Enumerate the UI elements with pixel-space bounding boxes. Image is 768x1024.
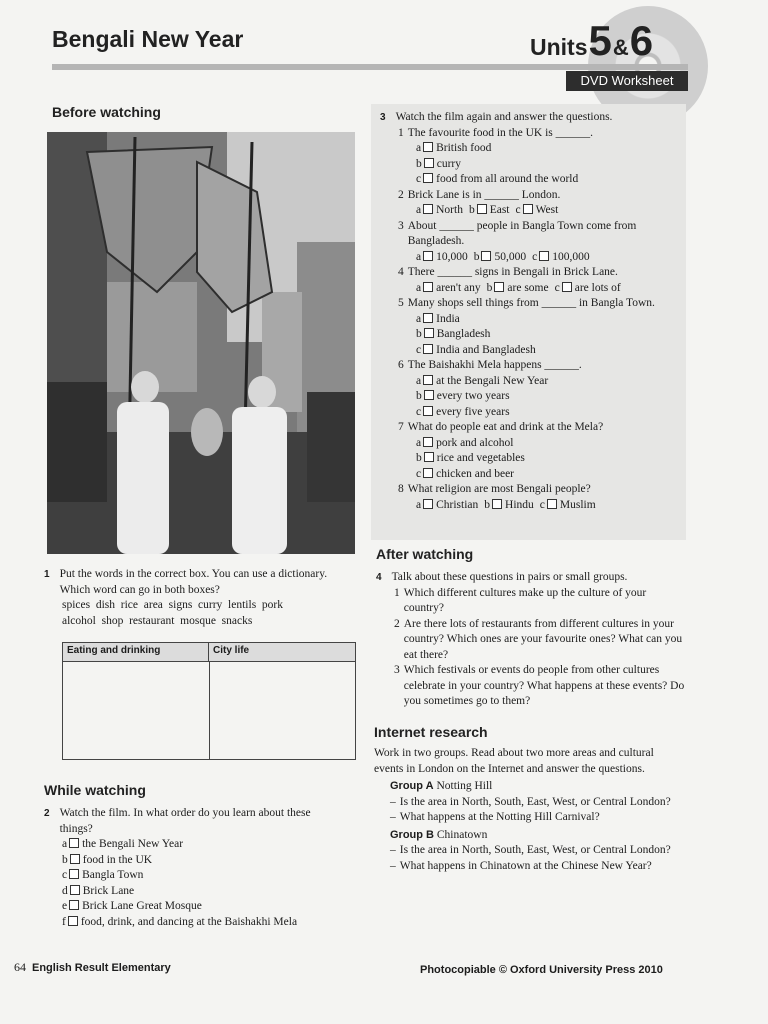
option-c-checkbox[interactable] bbox=[423, 468, 433, 478]
item-number: 7 bbox=[398, 421, 404, 433]
option-b-text: East bbox=[489, 204, 510, 216]
option-d-checkbox[interactable] bbox=[70, 885, 80, 895]
question-1-text: Put the words in the correct box. You can use a dictionary. Which word can go in both boxes? bbox=[59, 568, 328, 596]
item-option-row bbox=[398, 389, 680, 405]
option-c-text: Muslim bbox=[559, 498, 596, 511]
option-c bbox=[416, 344, 536, 356]
option-a-letter: a bbox=[416, 436, 422, 449]
option-a bbox=[416, 313, 460, 325]
sorting-table bbox=[62, 642, 356, 760]
option-c bbox=[62, 869, 143, 881]
item-number: 5 bbox=[398, 297, 404, 309]
page-number: 64 bbox=[14, 960, 26, 974]
item-option-row bbox=[398, 405, 680, 421]
units-word: Units bbox=[530, 34, 588, 60]
option-a-letter: a bbox=[62, 838, 68, 850]
item-text: What do people eat and drink at the Mela? bbox=[407, 421, 604, 433]
option-a-text: India bbox=[436, 312, 460, 325]
units-label bbox=[530, 17, 654, 64]
group-b-question-2: What happens in Chinatown at the Chinese New Year? bbox=[399, 859, 652, 872]
question-3-item bbox=[380, 296, 680, 358]
option-c-letter: c bbox=[539, 498, 545, 511]
table-header-city: City life bbox=[213, 645, 250, 656]
option-a bbox=[416, 499, 478, 511]
option-a-checkbox[interactable] bbox=[423, 282, 433, 292]
option-c-checkbox[interactable] bbox=[547, 499, 557, 509]
option-c-checkbox[interactable] bbox=[423, 344, 433, 354]
item-text: The favourite food in the UK is ______. bbox=[407, 126, 593, 139]
dvd-worksheet-label: DVD Worksheet bbox=[566, 71, 688, 91]
option-a-checkbox[interactable] bbox=[423, 499, 433, 509]
item-text: The Baishakhi Mela happens ______. bbox=[407, 359, 582, 371]
page-title: Bengali New Year bbox=[52, 26, 244, 52]
option-b-checkbox[interactable] bbox=[477, 204, 487, 214]
option-b-text: Bangladesh bbox=[436, 328, 491, 340]
option-c-checkbox[interactable] bbox=[69, 869, 79, 879]
question-4-number: 4 bbox=[376, 572, 382, 583]
question-2-option bbox=[44, 915, 344, 931]
before-watching-heading: Before watching bbox=[52, 104, 161, 120]
option-c-text: chicken and beer bbox=[436, 467, 515, 480]
option-a-checkbox[interactable] bbox=[423, 375, 433, 385]
option-c-letter: c bbox=[416, 467, 422, 480]
option-b-letter: b bbox=[416, 452, 422, 464]
word-bank-line-2: alcohol shop restaurant mosque snacks bbox=[62, 614, 253, 627]
item-option-row bbox=[398, 141, 680, 157]
while-watching-heading: While watching bbox=[44, 782, 146, 798]
festival-photo-drawing bbox=[47, 132, 355, 554]
item-number: 3 bbox=[398, 219, 404, 232]
question-3-item-question bbox=[398, 420, 680, 436]
question-4-item bbox=[376, 663, 686, 710]
option-c-checkbox[interactable] bbox=[523, 204, 533, 214]
option-b-checkbox[interactable] bbox=[70, 854, 80, 864]
item-number: 6 bbox=[398, 359, 404, 371]
option-b-text: food in the UK bbox=[82, 853, 153, 866]
question-3-item-question bbox=[398, 188, 680, 204]
item-number: 4 bbox=[398, 266, 404, 278]
question-3-item bbox=[380, 126, 680, 188]
option-b bbox=[416, 452, 525, 464]
option-b-text: 50,000 bbox=[494, 250, 527, 263]
option-c-text: 100,000 bbox=[552, 250, 590, 263]
option-e bbox=[62, 900, 202, 912]
footer-left bbox=[14, 960, 171, 975]
item-text: About ______ people in Bangla Town come from Bangladesh. bbox=[407, 219, 637, 247]
option-a bbox=[62, 838, 183, 850]
option-f-text: food, drink, and dancing at the Baishakhi Mela bbox=[80, 915, 298, 928]
item-option-row bbox=[398, 467, 680, 483]
item-text: Which different cultures make up the culture of your country? bbox=[403, 586, 647, 614]
question-4-item bbox=[376, 586, 686, 617]
option-c bbox=[416, 468, 514, 480]
question-3-item-question bbox=[398, 219, 680, 250]
option-d-text: Brick Lane bbox=[82, 884, 135, 897]
option-b-text: curry bbox=[436, 157, 462, 170]
option-a-letter: a bbox=[416, 142, 422, 154]
option-a bbox=[416, 204, 463, 216]
group-a-place: Notting Hill bbox=[436, 780, 493, 792]
question-3-item bbox=[380, 482, 680, 513]
question-3-item-question bbox=[398, 296, 680, 312]
festival-photo bbox=[47, 132, 355, 554]
question-4 bbox=[376, 570, 686, 710]
option-a bbox=[416, 282, 481, 294]
option-c-checkbox[interactable] bbox=[423, 406, 433, 416]
question-4-items bbox=[376, 586, 686, 710]
option-b-checkbox[interactable] bbox=[424, 452, 434, 462]
option-c bbox=[516, 204, 559, 216]
item-option-row bbox=[398, 374, 680, 390]
question-3-item-question bbox=[398, 358, 680, 374]
option-b-checkbox[interactable] bbox=[424, 390, 434, 400]
question-3 bbox=[380, 110, 680, 513]
group-b-question-1: Is the area in North, South, East, West, or Central London? bbox=[399, 844, 671, 856]
word-bank-line-1: spices dish rice area signs curry lentils pork bbox=[62, 599, 283, 611]
option-c-checkbox[interactable] bbox=[562, 282, 572, 292]
table-header-eating: Eating and drinking bbox=[63, 643, 209, 661]
group-a-question-1: Is the area in North, South, East, West, or Central London? bbox=[399, 795, 671, 808]
option-c bbox=[416, 406, 510, 418]
option-b-checkbox[interactable] bbox=[424, 328, 434, 338]
option-a-checkbox[interactable] bbox=[423, 437, 433, 447]
option-c-letter: c bbox=[554, 281, 560, 294]
option-a bbox=[416, 251, 468, 263]
option-c bbox=[416, 173, 578, 185]
option-b-text: rice and vegetables bbox=[436, 452, 525, 464]
option-a-checkbox[interactable] bbox=[423, 251, 433, 261]
header-band bbox=[52, 64, 688, 70]
question-3-item-question bbox=[398, 126, 680, 142]
item-number: 2 bbox=[398, 188, 404, 201]
item-option-row bbox=[398, 327, 680, 343]
option-f bbox=[62, 916, 297, 928]
group-b-place: Chinatown bbox=[436, 828, 488, 841]
option-b-text: are some bbox=[507, 281, 549, 294]
option-a-letter: a bbox=[416, 498, 422, 511]
option-a bbox=[416, 142, 491, 154]
option-b-letter: b bbox=[486, 281, 493, 294]
option-b bbox=[416, 390, 510, 402]
option-c-checkbox[interactable] bbox=[539, 251, 549, 261]
question-3-number: 3 bbox=[380, 112, 386, 123]
option-a-letter: a bbox=[416, 250, 422, 263]
item-text: Are there lots of restaurants from different cultures in your country? Which ones are your favourite ones? What can you eat there? bbox=[403, 617, 683, 661]
option-d-letter: d bbox=[62, 884, 68, 897]
question-2-option bbox=[44, 899, 344, 915]
question-1-number: 1 bbox=[44, 569, 50, 580]
option-b-letter: b bbox=[416, 157, 422, 170]
option-c-checkbox[interactable] bbox=[423, 173, 433, 183]
option-c-text: are lots of bbox=[574, 281, 621, 294]
option-b-checkbox[interactable] bbox=[492, 499, 502, 509]
item-number: 2 bbox=[394, 617, 400, 630]
question-2-options bbox=[44, 837, 344, 930]
copyright-notice bbox=[420, 964, 663, 976]
option-e-checkbox[interactable] bbox=[69, 900, 79, 910]
option-a bbox=[416, 437, 513, 449]
option-b-checkbox[interactable] bbox=[424, 158, 434, 168]
option-a-text: 10,000 bbox=[436, 250, 468, 263]
question-3-item bbox=[380, 265, 680, 296]
item-number: 1 bbox=[398, 126, 404, 139]
option-a-letter: a bbox=[416, 374, 422, 387]
option-a bbox=[416, 375, 548, 387]
question-2-option bbox=[44, 853, 344, 869]
option-a-checkbox[interactable] bbox=[69, 838, 79, 848]
option-b-letter: b bbox=[62, 853, 68, 866]
question-2-option bbox=[44, 884, 344, 900]
book-title: English Result Elementary bbox=[32, 962, 171, 974]
option-b bbox=[474, 251, 526, 263]
question-3-item bbox=[380, 219, 680, 266]
option-c-text: India and Bangladesh bbox=[436, 343, 536, 356]
option-b-letter: b bbox=[473, 250, 480, 263]
option-a-checkbox[interactable] bbox=[423, 142, 433, 152]
item-number: 1 bbox=[394, 586, 400, 599]
question-3-items bbox=[380, 126, 680, 514]
option-c-letter: c bbox=[416, 173, 422, 185]
item-text: There ______ signs in Bengali in Brick Lane. bbox=[407, 266, 618, 278]
units-ampersand: & bbox=[612, 35, 629, 60]
item-options-row bbox=[398, 250, 680, 266]
group-a-label: Group A bbox=[390, 780, 434, 792]
question-2-text: Watch the film. In what order do you learn about these things? bbox=[59, 807, 311, 835]
option-a-text: at the Bengali New Year bbox=[436, 374, 549, 387]
option-c-text: every five years bbox=[436, 405, 510, 418]
item-text: Many shops sell things from ______ in Bangla Town. bbox=[407, 297, 655, 309]
option-b bbox=[416, 158, 461, 170]
option-c-letter: c bbox=[532, 250, 538, 263]
option-b bbox=[484, 499, 534, 511]
item-options-row bbox=[398, 203, 680, 219]
option-d bbox=[62, 885, 134, 897]
unit-number-b: 6 bbox=[629, 17, 654, 64]
option-b-text: Hindu bbox=[505, 498, 534, 511]
internet-research-heading: Internet research bbox=[374, 724, 488, 740]
group-b-label: Group B bbox=[390, 828, 434, 841]
option-b-checkbox[interactable] bbox=[481, 251, 491, 261]
option-c bbox=[532, 251, 589, 263]
option-b-letter: b bbox=[468, 204, 475, 216]
option-c bbox=[555, 282, 621, 294]
option-b bbox=[62, 854, 152, 866]
option-e-letter: e bbox=[62, 900, 68, 912]
option-b-letter: b bbox=[484, 498, 491, 511]
item-number: 8 bbox=[398, 483, 404, 495]
question-3-item bbox=[380, 420, 680, 482]
option-c-text: Bangla Town bbox=[82, 869, 144, 881]
option-c-letter: c bbox=[515, 204, 521, 216]
question-2-number: 2 bbox=[44, 808, 50, 819]
internet-intro: Work in two groups. Read about two more areas and cultural events in London on the Internet and answer the questions. bbox=[374, 747, 654, 775]
item-option-row bbox=[398, 343, 680, 359]
option-a-letter: a bbox=[416, 281, 422, 294]
option-a-text: North bbox=[436, 204, 463, 216]
question-3-item bbox=[380, 358, 680, 420]
group-a-question-2: What happens at the Notting Hill Carnival? bbox=[399, 811, 600, 823]
option-a-checkbox[interactable] bbox=[423, 204, 433, 214]
option-e-text: Brick Lane Great Mosque bbox=[82, 900, 202, 912]
option-c bbox=[540, 499, 596, 511]
question-1 bbox=[44, 567, 344, 629]
option-f-letter: f bbox=[62, 915, 66, 928]
item-option-row bbox=[398, 172, 680, 188]
option-a-text: the Bengali New Year bbox=[82, 838, 184, 850]
option-c-text: West bbox=[535, 204, 559, 216]
question-3-item bbox=[380, 188, 680, 219]
option-a-checkbox[interactable] bbox=[423, 313, 433, 323]
option-b-text: every two years bbox=[436, 390, 510, 402]
option-c-letter: c bbox=[416, 343, 422, 356]
question-3-intro: Watch the film again and answer the questions. bbox=[395, 111, 613, 123]
question-4-item bbox=[376, 617, 686, 664]
question-2 bbox=[44, 806, 344, 930]
item-options-row bbox=[398, 498, 680, 514]
option-a-text: British food bbox=[436, 142, 492, 154]
item-option-row bbox=[398, 312, 680, 328]
option-b-letter: b bbox=[416, 390, 422, 402]
question-2-option bbox=[44, 837, 344, 853]
item-number: 3 bbox=[394, 664, 400, 676]
question-2-option bbox=[44, 868, 344, 884]
option-b bbox=[416, 328, 490, 340]
option-c-text: food from all around the world bbox=[436, 173, 579, 185]
question-4-text: Talk about these questions in pairs or small groups. bbox=[391, 571, 628, 583]
option-a-letter: a bbox=[416, 312, 422, 325]
copyright-text: Photocopiable © Oxford University Press 2010 bbox=[420, 964, 663, 976]
option-a-text: pork and alcohol bbox=[436, 436, 514, 449]
option-c-letter: c bbox=[416, 405, 422, 418]
option-a-text: Christian bbox=[436, 498, 479, 511]
item-options-row bbox=[398, 281, 680, 297]
option-c-letter: c bbox=[62, 869, 68, 881]
question-3-item-question bbox=[398, 482, 680, 498]
question-3-item-question bbox=[398, 265, 680, 281]
item-text: What religion are most Bengali people? bbox=[407, 483, 591, 495]
option-b bbox=[469, 204, 510, 216]
option-a-letter: a bbox=[416, 204, 422, 216]
option-b-checkbox[interactable] bbox=[494, 282, 504, 292]
option-f-checkbox[interactable] bbox=[68, 916, 78, 926]
unit-number-a: 5 bbox=[588, 17, 612, 64]
item-option-row bbox=[398, 436, 680, 452]
item-text: Brick Lane is in ______ London. bbox=[407, 188, 561, 201]
item-option-row bbox=[398, 451, 680, 467]
internet-research: Work in two groups. Read about two more areas and cultural events in London on the Internet and answer the questions. Group A Notting Hill – Is the area in North, South, East, West, or Central London? – What happens at the Notting Hill Carnival? Group B Chinatown – Is the area in North, South, East, West, or Central London? – What happens in Chinatown at the Chinese New Year? bbox=[374, 746, 686, 874]
table-divider bbox=[209, 661, 210, 759]
option-b-letter: b bbox=[416, 328, 422, 340]
option-b bbox=[487, 282, 549, 294]
item-option-row bbox=[398, 157, 680, 173]
after-watching-heading: After watching bbox=[376, 546, 474, 562]
item-text: Which festivals or events do people from other cultures celebrate in your country? What happens at these events? Do you sometimes go to them? bbox=[403, 664, 685, 707]
option-a-text: aren't any bbox=[436, 281, 481, 294]
